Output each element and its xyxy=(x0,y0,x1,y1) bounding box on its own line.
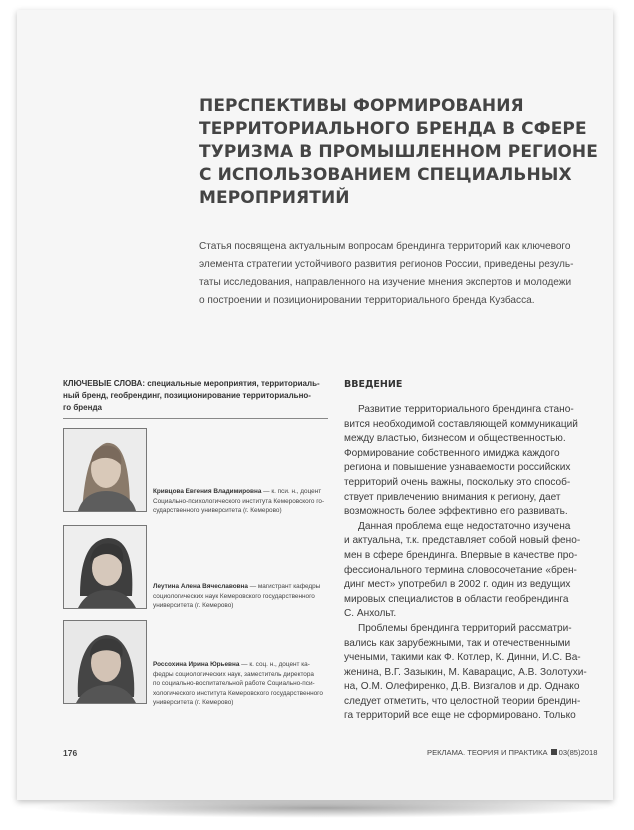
body-line: фессионального термина словосочетание «брен- xyxy=(344,564,577,576)
title-line: С ИСПОЛЬЗОВАНИЕМ СПЕЦИАЛЬНЫХ xyxy=(199,165,572,185)
portrait-icon xyxy=(64,526,146,608)
page-number: 176 xyxy=(63,748,78,758)
body-line: Проблемы брендинга территорий рассматри- xyxy=(358,622,572,634)
portrait-icon xyxy=(64,429,146,511)
body-line: между властью, бизнесом и общественностью. xyxy=(344,433,566,445)
issue-number: 03(85)2018 xyxy=(558,748,598,757)
author-name: Кривцова Евгения Владимировна xyxy=(153,488,262,495)
body-line: мен в сфере брендинга. Впервые в качестве про- xyxy=(344,549,578,561)
author-affiliation: — магистрант кафедры xyxy=(247,583,321,590)
abstract-line: о построении и позиционировании территориального бренда Кузбасса. xyxy=(199,295,535,306)
body-line: учеными, такими как Ф. Котлер, К. Динни, И.С. Ва- xyxy=(344,652,581,664)
author-rossokhina xyxy=(153,660,338,708)
author-affiliation: — к. соц. н., доцент ка- xyxy=(239,661,310,668)
body-line: ствует привлечению внимания к региону, дает xyxy=(344,491,561,503)
journal-name: РЕКЛАМА. ТЕОРИЯ И ПРАКТИКА xyxy=(427,748,548,757)
body-line: Формирование собственного имиджа каждого xyxy=(344,447,560,459)
page-drop-shadow xyxy=(30,798,612,818)
keywords-divider xyxy=(63,418,328,419)
keywords-line: ный бренд, геобрендинг, позиционирование территориально- xyxy=(63,391,311,400)
body-line: С. Анхольт. xyxy=(344,608,397,620)
article-title xyxy=(199,95,598,210)
author-affiliation: университета (г. Кемерово) xyxy=(153,699,234,706)
title-line: ТУРИЗМА В ПРОМЫШЛЕННОМ РЕГИОНЕ xyxy=(199,142,598,162)
author-photo-rossokhina xyxy=(63,620,147,704)
running-footer xyxy=(427,748,597,757)
author-affiliation: по социально-воспитательной работе Социально-пси- xyxy=(153,680,315,687)
body-text xyxy=(344,403,604,724)
keywords-line: го бренда xyxy=(63,403,102,412)
body-line: на, О.М. Олефиренко, Д.В. Визгалов и др. Однако xyxy=(344,681,580,693)
body-line: Развитие территориального брендинга стано- xyxy=(358,404,574,415)
body-line: вались как зарубежными, так и отечественными xyxy=(344,637,571,649)
author-name: Леутина Алена Вячеславовна xyxy=(153,583,248,590)
author-affiliation: социологических наук Кемеровского государственного xyxy=(153,592,315,600)
body-line: динг мест» употребил в 2002 г. один из ведущих xyxy=(344,579,571,591)
author-affiliation: сударственного университета (г. Кемерово) xyxy=(153,507,282,514)
author-leutina xyxy=(153,582,338,611)
body-line: и актуальна, т.к. представляет собой новый фено- xyxy=(344,535,581,547)
author-affiliation: хологического института Кемеровского государственного xyxy=(153,689,323,697)
body-line: следует отметить, что целостной теории брендин- xyxy=(344,695,581,707)
author-photo-leutina xyxy=(63,525,147,609)
body-line: га территорий все еще не сформировано. Только xyxy=(344,710,576,722)
square-bullet-icon xyxy=(551,749,557,755)
keywords-block xyxy=(63,378,333,414)
author-affiliation: — к. пси. н., доцент xyxy=(261,488,322,495)
body-line: возможность более эффективно его развивать. xyxy=(344,506,568,518)
abstract-line: таты исследования, направленного на изучение мнения экспертов и молодежи xyxy=(199,277,572,288)
article-abstract xyxy=(199,238,599,310)
abstract-line: элемента стратегии устойчивого развития регионов России, приведены резуль- xyxy=(199,259,574,270)
portrait-icon xyxy=(64,621,146,703)
author-affiliation: университета (г. Кемерово) xyxy=(153,602,234,609)
section-heading: ВВЕДЕНИЕ xyxy=(344,379,403,390)
body-line: региона и повышение узнаваемости российских xyxy=(344,462,571,474)
abstract-line: Статья посвящена актуальным вопросам брендинга территорий как ключевого xyxy=(199,241,571,252)
title-line: МЕРОПРИЯТИЙ xyxy=(199,188,350,208)
body-line: Данная проблема еще недостаточно изучена xyxy=(358,520,571,532)
title-line: ТЕРРИТОРИАЛЬНОГО БРЕНДА В СФЕРЕ xyxy=(199,119,587,139)
keywords-line: КЛЮЧЕВЫЕ СЛОВА: специальные мероприятия, территориаль- xyxy=(63,379,320,388)
body-line: женина, В.Г. Зазыкин, М. Каварацис, А.В. Золотухи- xyxy=(344,666,587,678)
body-line: вится необходимой составляющей коммуникаций xyxy=(344,418,578,430)
author-affiliation: федры социологических наук, заместитель директора xyxy=(153,670,314,678)
body-line: мировых специалистов в области геобрендинга xyxy=(344,593,569,605)
body-line: территорий очень важны, поскольку это способ- xyxy=(344,476,571,488)
author-photo-krivtsova xyxy=(63,428,147,512)
author-affiliation: Социально-психологического института Кемеровского го- xyxy=(153,497,325,505)
title-line: ПЕРСПЕКТИВЫ ФОРМИРОВАНИЯ xyxy=(199,96,524,116)
author-krivtsova xyxy=(153,487,338,516)
author-name: Россохина Ирина Юрьевна xyxy=(153,661,240,668)
